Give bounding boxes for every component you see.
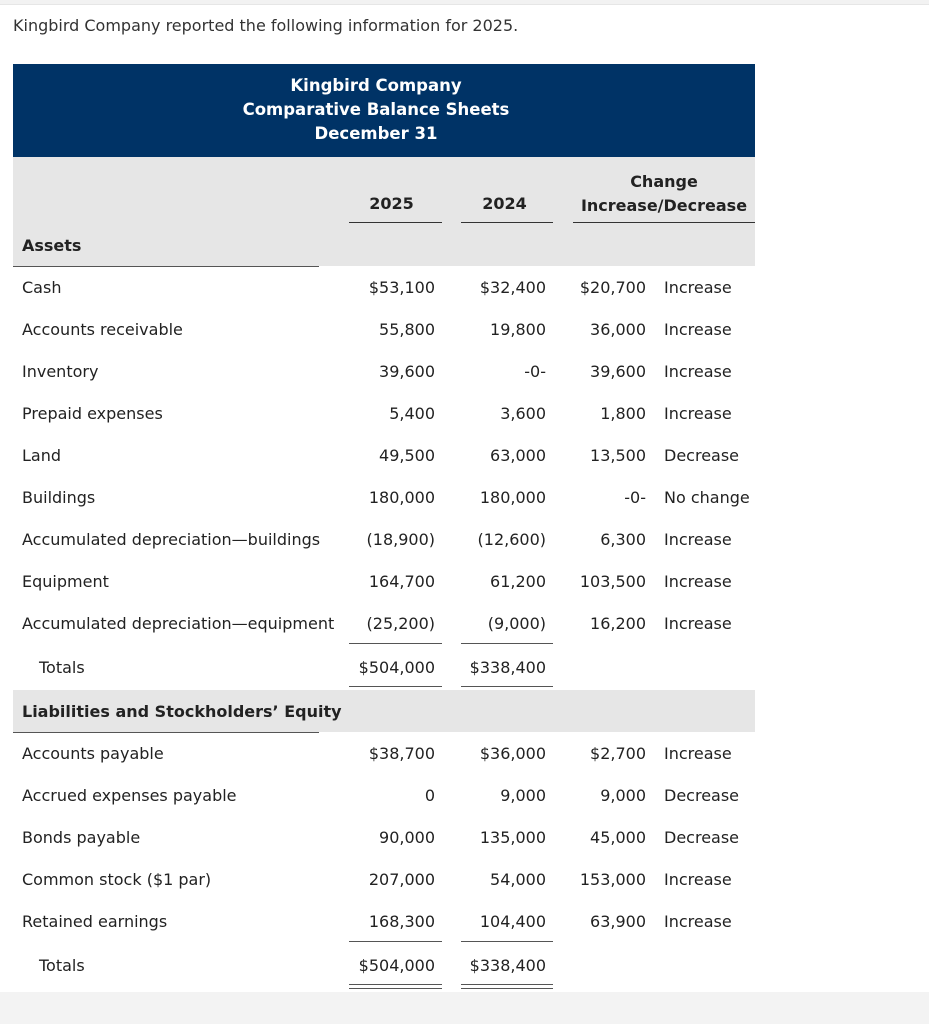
row-label: Inventory [22,362,99,381]
value-2025: $53,100 [368,278,435,297]
value-2025: 164,700 [368,572,435,591]
col-change-header [573,170,755,218]
col-2025-header: 2025 [369,194,414,213]
value-2024: 9,000 [500,786,546,805]
value-2024: 54,000 [490,870,546,889]
statement-header [13,64,755,157]
intro-text: Kingbird Company reported the following information for 2025. [13,16,519,35]
change-amount: -0- [624,488,646,507]
change-amount: 16,200 [590,614,646,633]
balance-sheet [13,64,755,975]
value-2025: 0 [424,786,435,805]
statement-name: Comparative Balance Sheets [242,100,510,119]
assets-section-band [13,224,755,266]
change-amount: 63,900 [590,912,646,931]
change-direction: Increase [664,870,732,889]
footer-band [0,992,929,1024]
change-direction: Increase [664,614,732,633]
value-2024: 135,000 [479,828,546,847]
table-row [13,816,755,858]
table-row [13,602,755,644]
value-2025: 90,000 [379,828,435,847]
change-direction: Decrease [664,446,740,465]
table-row [13,350,755,392]
table-row [13,774,755,816]
value-2024: (12,600) [477,530,546,549]
change-direction: Decrease [664,828,740,847]
change-direction: Increase [664,362,732,381]
company-name: Kingbird Company [290,76,462,95]
row-label: Retained earnings [22,912,168,931]
table-row [13,392,755,434]
change-direction: Increase [664,572,732,591]
change-amount: $2,700 [590,744,646,763]
liabilities-heading: Liabilities and Stockholders’ Equity [22,702,342,721]
value-2024: $32,400 [479,278,546,297]
value-2025: 49,500 [379,446,435,465]
total-2024: $338,400 [469,956,546,975]
value-2025: (18,900) [366,530,435,549]
assets-totals-row [13,646,755,688]
assets-total-top-rule-1 [461,643,553,644]
row-label: Equipment [22,572,109,591]
value-2024: 19,800 [490,320,546,339]
change-amount: 13,500 [590,446,646,465]
value-2024: 63,000 [490,446,546,465]
table-row [13,858,755,900]
col-2024-header: 2024 [482,194,527,213]
value-2024: 180,000 [479,488,546,507]
change-amount: 6,300 [600,530,646,549]
row-label: Accrued expenses payable [22,786,237,805]
value-2025: (25,200) [366,614,435,633]
change-amount: 45,000 [590,828,646,847]
change-amount: 36,000 [590,320,646,339]
liabilities-totals-row [13,944,755,986]
value-2024: (9,000) [487,614,546,633]
change-amount: $20,700 [579,278,646,297]
total-2025: $504,000 [358,956,435,975]
change-amount: 39,600 [590,362,646,381]
row-label: Buildings [22,488,96,507]
col-change-line2: Increase/Decrease [580,196,748,215]
col-change-line1: Change [630,172,698,191]
change-direction: Increase [664,278,732,297]
table-row [13,732,755,774]
liabilities-total-top-rule-1 [461,941,553,942]
col-change-underline [573,222,755,223]
change-amount: 153,000 [579,870,646,889]
col-2025-underline [349,222,442,223]
totals-label: Totals [39,658,85,677]
table-row [13,900,755,942]
change-direction: Decrease [664,786,740,805]
col-2024-underline [461,222,553,223]
value-2025: 207,000 [368,870,435,889]
change-direction: Increase [664,404,732,423]
totals-label: Totals [39,956,85,975]
table-row [13,560,755,602]
change-amount: 1,800 [600,404,646,423]
table-row [13,434,755,476]
row-label: Accounts receivable [22,320,183,339]
table-row [13,308,755,350]
value-2025: 180,000 [368,488,435,507]
row-label: Bonds payable [22,828,141,847]
value-2024: 104,400 [479,912,546,931]
value-2024: 61,200 [490,572,546,591]
change-amount: 9,000 [600,786,646,805]
change-direction: Increase [664,912,732,931]
total-2024: $338,400 [469,658,546,677]
row-label: Prepaid expenses [22,404,163,423]
row-label: Accumulated depreciation—buildings [22,530,321,549]
value-2025: $38,700 [368,744,435,763]
row-label: Land [22,446,62,465]
assets-total-top-rule-0 [349,643,442,644]
row-label: Accumulated depreciation—equipment [22,614,335,633]
liabilities-total-top-rule-0 [349,941,442,942]
value-2025: 5,400 [389,404,435,423]
row-label: Common stock ($1 par) [22,870,212,889]
row-label: Cash [22,278,62,297]
value-2025: 168,300 [368,912,435,931]
statement-date: December 31 [314,124,438,143]
value-2025: 39,600 [379,362,435,381]
row-label: Accounts payable [22,744,164,763]
table-row [13,476,755,518]
change-direction: Increase [664,530,732,549]
value-2024: 3,600 [500,404,546,423]
change-direction: Increase [664,744,732,763]
change-direction: No change [664,488,750,507]
table-row [13,518,755,560]
liabilities-section-band [13,690,755,732]
change-direction: Increase [664,320,732,339]
assets-heading: Assets [22,236,82,255]
total-2025: $504,000 [358,658,435,677]
change-amount: 103,500 [579,572,646,591]
value-2024: -0- [524,362,546,381]
table-row [13,266,755,308]
top-divider [0,0,929,5]
value-2024: $36,000 [479,744,546,763]
value-2025: 55,800 [379,320,435,339]
